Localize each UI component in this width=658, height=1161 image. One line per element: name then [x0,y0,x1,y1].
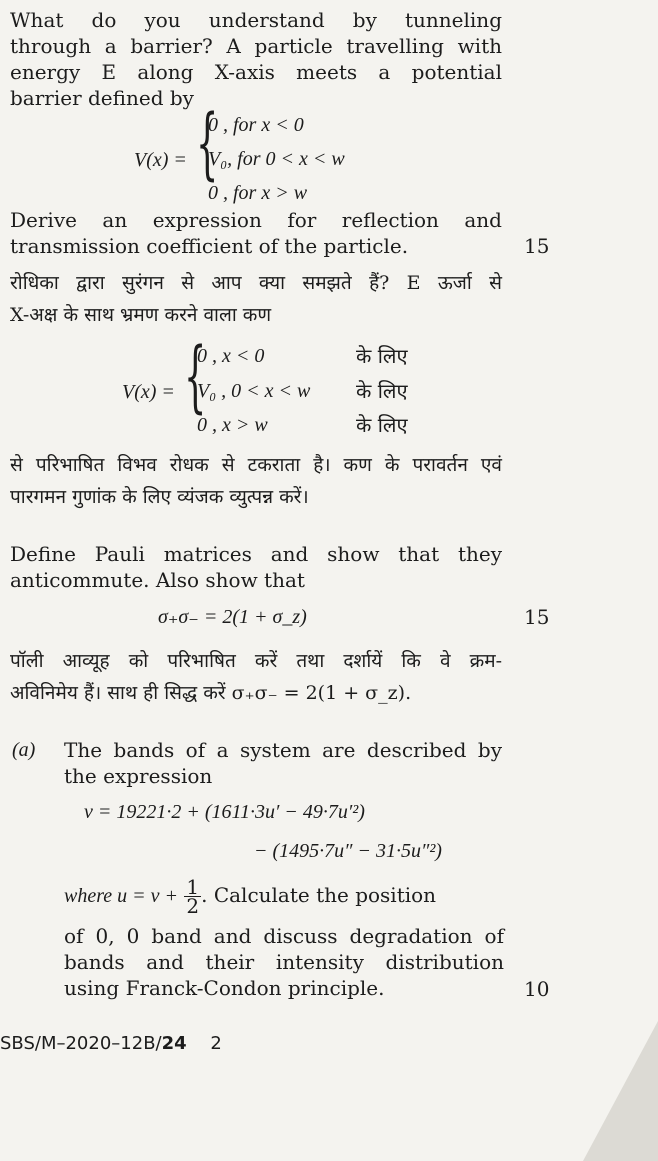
q3a-line-3-start: where u = ν + [64,885,179,907]
q3a-line-6: using Franck-Condon principle. [64,976,385,1000]
q3a-line-3 [64,875,504,918]
q1-line-4: barrier defined by [10,86,194,110]
q1-line-1: What do you understand by tunneling [10,8,502,32]
paper-code-bold: 24 [161,1033,187,1054]
one-half-fraction [184,875,201,918]
q1-hindi-potential-lhs: V(x) = [122,381,175,403]
page-number: 2 [210,1033,222,1054]
q1-hindi-case-2: V₀ , 0 < x < w [197,380,311,402]
q1-hindi-suffix-2: के लिए [356,379,408,403]
q2-line-2: anticommute. Also show that [10,568,305,592]
q3a-equation-line-2: − (1495·7u″ − 31·5u″²) [254,840,442,862]
q2-equation: σ₊σ₋ = 2(1 + σ_z) [158,606,307,628]
q3a-line-4: of 0, 0 band and discuss degradation of [64,924,504,948]
page-fold-corner [583,1021,658,1161]
q1-hindi-line-3: से परिभाषित विभव रोधक से टकराता है। कण के परावर्तन एवं [10,454,502,476]
q3a-line-3-end: . Calculate the position [201,883,437,907]
q1-line-6: transmission coefficient of the particle. [10,234,409,258]
q1-hindi-line-4: पारगमन गुणांक के लिए व्यंजक व्युत्पन्न करें। [10,486,309,508]
q1-line-2: through a barrier? A particle travelling with [10,34,502,58]
q3a-equation-line-1: ν = 19221·2 + (1611·3u′ − 49·7u′²) [84,801,365,823]
q1-hindi-case-3: 0 , x > w [197,414,268,436]
q3a-label: (a) [12,739,36,761]
q1-line-3: energy E along X-axis meets a potential [10,60,502,84]
q1-potential-lhs: V(x) = [134,149,187,171]
q2-hindi-line-1: पॉली आव्यूह को परिभाषित करें तथा दर्शायें कि वे क्रम- [10,650,502,672]
q1-case-1: 0 , for x < 0 [208,114,304,136]
q3a-line-5: bands and their intensity distribution [64,950,504,974]
q1-hindi-line-2: X-अक्ष के साथ भ्रमण करने वाला कण [10,304,272,326]
q1-marks: 15 [524,234,550,258]
q2-hindi-line-2: अविनिमेय हैं। साथ ही सिद्ध करें σ₊σ₋ = 2(1 + σ_z). [10,682,412,704]
q1-hindi-suffix-3: के लिए [356,413,408,437]
q1-case-2: V₀, for 0 < x < w [208,148,345,170]
q1-brace: { [196,99,219,189]
q1-hindi-brace: { [184,332,207,422]
paper-code: SBS/M–2020–12B/ [0,1033,162,1054]
q1-line-5: Derive an expression for reflection and [10,208,502,232]
q3a-line-1: The bands of a system are described by [64,738,502,762]
fraction-denominator: 2 [186,894,200,918]
q2-line-1: Define Pauli matrices and show that they [10,542,502,566]
fraction-numerator: 1 [186,875,200,899]
q1-case-3: 0 , for x > w [208,182,308,204]
q1-hindi-case-1: 0 , x < 0 [197,345,265,367]
q2-marks: 15 [524,605,550,629]
q1-hindi-suffix-1: के लिए [356,344,408,368]
q1-hindi-line-1: रोधिका द्वारा सुरंगन से आप क्या समझते हैं? E ऊर्जा से [10,272,502,294]
page-footer [0,1033,222,1054]
q3a-line-2: the expression [64,764,213,788]
q3a-marks: 10 [524,977,550,1001]
